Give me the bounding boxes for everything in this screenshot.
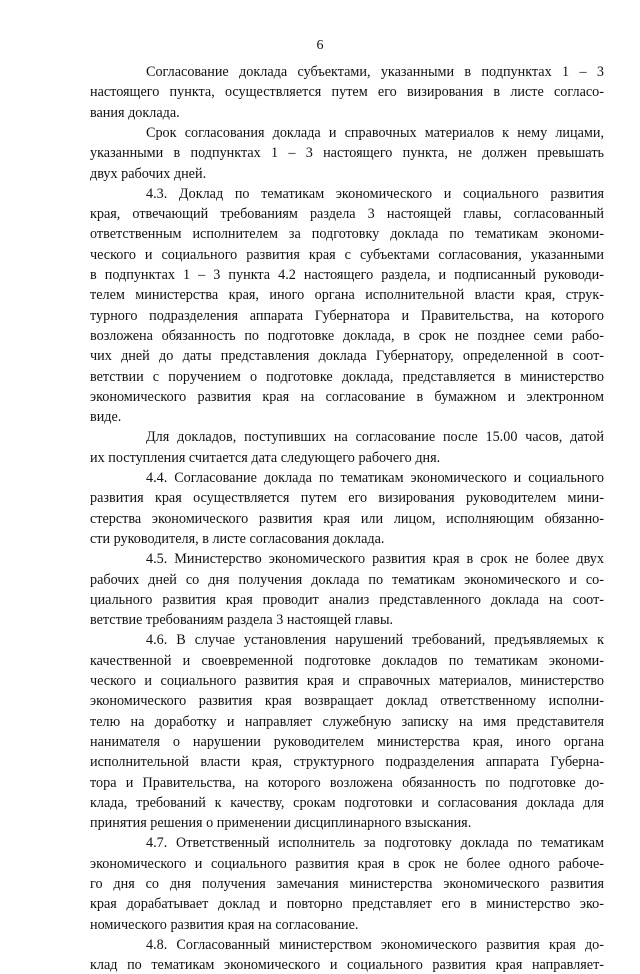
text-line: 4.4. Согласование доклада по тематикам экономического и социального xyxy=(146,470,604,486)
text-line: двух рабочих дней. xyxy=(90,165,207,182)
text-line: края дорабатывает доклад и повторно представляет его в министерство эко- xyxy=(90,896,604,913)
text-line: ческого и социального развития края и справочных материалов, министерство xyxy=(90,673,604,689)
text-line: го дня со дня получения замечания министерства экономического развития xyxy=(90,876,604,892)
text-line: развития края осуществляется путем его визирования руководителем мини- xyxy=(90,490,604,507)
text-line: рабочих дней со дня получения доклада по тематикам экономического и со- xyxy=(90,571,604,588)
text-line: номического развития края на согласование. xyxy=(90,916,359,933)
page-number: 6 xyxy=(316,38,324,53)
text-line: телем министерства края, иного органа исполнительной власти края, струк- xyxy=(90,287,604,304)
text-line: ответственным исполнителем за подготовку доклада по тематикам экономи- xyxy=(90,226,604,243)
text-line: указанными в подпунктах 1 – 3 настоящего пункта, не должен превышать xyxy=(90,145,604,162)
text-line: Для докладов, поступивших на согласование после 15.00 часов, датой xyxy=(146,429,604,446)
text-line: сти руководителя, в листе согласования доклада. xyxy=(90,530,385,547)
text-line: телю на доработку и направляет служебную записку на имя представителя xyxy=(90,713,604,730)
text-line: 4.8. Согласованный министерством экономического развития края до- xyxy=(146,936,604,953)
text-line: Согласование доклада субъектами, указанными в подпунктах 1 – 3 xyxy=(146,64,604,80)
text-line: чих дней до даты представления доклада Губернатору, определенной в соот- xyxy=(90,348,604,365)
text-line: исполнительной власти края, структурного подразделения аппарата Губерна- xyxy=(90,754,604,771)
text-line: вания доклада. xyxy=(90,104,180,121)
text-line: 4.6. В случае установления нарушений требований, предъявляемых к xyxy=(146,632,604,649)
text-line: стерства экономического развития края или лицом, исполняющим обязанно- xyxy=(90,510,604,527)
text-line: их поступления считается дата следующего рабочего дня. xyxy=(90,449,441,466)
text-line: ветствии с поручением о подготовке доклада, представляется в министерство xyxy=(90,368,604,385)
text-line: в подпунктах 1 – 3 пункта 4.2 настоящего раздела, и подписанный руководи- xyxy=(90,267,604,283)
text-line: экономического и социального развития края в срок не более одного рабоче- xyxy=(90,855,604,872)
text-line: настоящего пункта, осуществляется путем его визирования в листе согласо- xyxy=(90,84,604,101)
text-line: виде. xyxy=(90,409,122,426)
text-line: возложена обязанность по подготовке доклада, в срок не позднее семи рабо- xyxy=(90,327,604,344)
text-line: Срок согласования доклада и справочных материалов к нему лицами, xyxy=(146,124,604,141)
text-line: экономического развития края на согласование в бумажном и электронном xyxy=(90,388,604,405)
text-line: 4.3. Доклад по тематикам экономического и социального развития xyxy=(146,185,604,202)
text-line: ческого и социального развития края с субъектами согласования, указанными xyxy=(90,246,604,263)
text-line: качественной и своевременной подготовке докладов по тематикам экономи- xyxy=(90,652,604,669)
text-line: клада, требований к качеству, срокам подготовки и согласования доклада для xyxy=(90,794,604,811)
text-line: турного подразделения аппарата Губернатора и Правительства, на которого xyxy=(90,307,604,324)
text-line: циального развития края проводит анализ представленного доклада на соот- xyxy=(90,591,604,608)
text-line: края, отвечающий требованиям раздела 3 настоящей главы, согласованный xyxy=(90,206,604,223)
text-line: клад по тематикам экономического и социального развития края направляет- xyxy=(90,957,604,974)
text-line: 4.5. Министерство экономического развития края в срок не более двух xyxy=(146,551,604,568)
text-line: экономического развития края возвращает доклад ответственному исполни- xyxy=(90,693,604,710)
text-line: ветствие требованиям раздела 3 настоящей главы. xyxy=(90,612,394,629)
text-line: нанимателя о нарушении руководителем министерства края, иного органа xyxy=(90,733,604,750)
text-line: 4.7. Ответственный исполнитель за подготовку доклада по тематикам xyxy=(146,835,604,852)
text-line: принятия решения о применении дисциплинарного взыскания. xyxy=(90,815,472,832)
text-line: тора и Правительства, на которого возложена обязанность по подготовке до- xyxy=(90,774,604,791)
